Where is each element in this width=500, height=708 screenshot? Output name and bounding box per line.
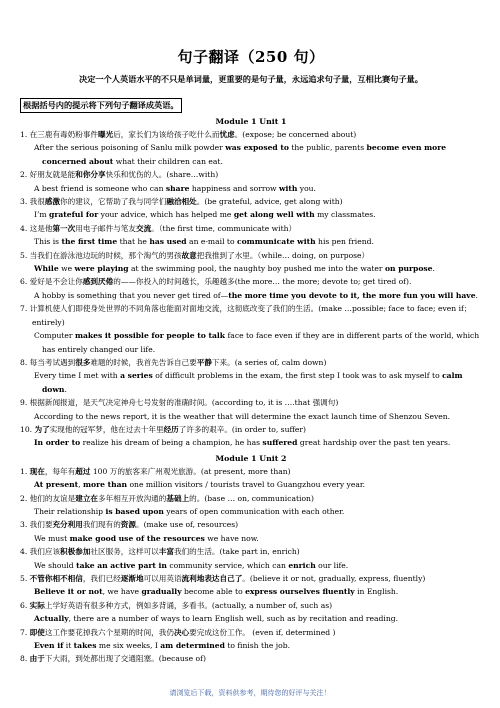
sentence-english: After the serious poisoning of Sanlu milk powder was exposed to the public, parents become even more concerned about what their children can eat.	[34, 143, 447, 166]
sentence-chinese: 4. 这是他第一次用电子邮件与笔友交流。（the first time, communicate with）	[20, 223, 297, 233]
sentence-chinese: 7. 计算机使人们即使身处世界的不同角落也能面对面地交流，这彻底改变了我们的生活。(make …possible; face to face; even if；entirely)	[20, 304, 472, 327]
sentence-english: Even if it takes me six weeks, I am determined to finish the job.	[34, 641, 291, 651]
sentence-chinese: 5. 不管你相不相信，我们已经逐渐地可以用英语流利地表达自己了。(believe it or not, gradually, express, fluently)	[20, 574, 426, 583]
sentence-english: We must make good use of the resources we have now.	[34, 533, 259, 543]
sentence-english: According to the news report, it is the weather that will determine the exact launch time of Shenzou Seven.	[34, 411, 451, 421]
sentence-chinese: 6. 爱好是不会让你感到厌倦的——你投入的时间越长，乐趣越多(the more… the more; devote to; get tired of).	[20, 277, 412, 287]
page-subtitle: 决定一个人英语水平的不只是单词量，更重要的是句子量，永远追求句子量，互相比赛句子量。	[79, 74, 423, 84]
sentence-chinese: 2. 好朋友就是能和你分享快乐和忧伤的人。(share…with)	[20, 170, 219, 180]
sentence-english: Believe it or not, we have gradually become able to express ourselves fluently in English.	[34, 587, 399, 597]
instruction-wrap	[20, 93, 482, 113]
sentence-english: This is the first time that he has used an e-mail to communicate with his pen friend.	[34, 237, 374, 247]
sentence-chinese: 7. 即使这工作要花掉我六个星期的时间，我仍决心要完成这份工作。 (even if, determined )	[20, 627, 336, 637]
sentence-chinese: 9. 根据新闻报道，是天气决定神舟七号发射的准确时间。(according to, it is ….that 强调句)	[20, 398, 339, 408]
sentence-chinese: 1. 在三鹿有毒奶粉事件曝光后，家长们为该给孩子吃什么而忧虑。(expose; be concerned about)	[20, 130, 357, 139]
sentence-chinese: 4. 我们应该积极参加社区服务，这样可以丰富我们的生活。(take part in, enrich)	[20, 547, 300, 557]
sentence-chinese: 10. 为了实现他的冠军梦，他在过去十年里经历了许多的艰辛。(in order to, suffer)	[20, 424, 306, 434]
module-heading: Module 1 Unit 2	[215, 453, 287, 463]
sentence-chinese: 5. 当我们在游泳池边玩的时候，那个淘气的男孩故意把我推到了水里。（while… doing, on purpose）	[20, 250, 370, 260]
sentence-chinese: 3. 我很感激你的建议，它帮助了我与同学们融洽相处。(be grateful, advice, get along with)	[20, 197, 343, 207]
sentence-english: Every time I met with a series of difficult problems in the exam, the first step I took was to ask myself to calm down.	[34, 371, 463, 394]
sentence-english: A best friend is someone who can share happiness and sorrow with you.	[34, 183, 316, 193]
sentence-english: Actually, there are a number of ways to learn English well, such as by recitation and reading.	[34, 614, 399, 624]
sentence-english: Computer makes it possible for people to talk face to face even if they are in different parts of the world, which has entirely changed our life.	[34, 331, 480, 354]
sentence-english: At present, more than one million visitors / tourists travel to Guangzhou every year.	[34, 480, 366, 490]
sentence-english: While we were playing at the swimming pool, the naughty boy pushed me into the water on purpose.	[34, 264, 435, 274]
sentence-english: We should take an active part in community service, which can enrich our life.	[34, 560, 349, 570]
modules-container	[20, 117, 482, 666]
sentence-english: I’m grateful for your advice, which has helped me get along well with my classmates.	[34, 210, 376, 220]
sentence-chinese: 2. 他们的友谊是建立在多年相互开放沟通的基础上的。(base … on, communication)	[20, 493, 314, 503]
sentence-english: In order to realize his dream of being a champion, he has suffered great hardship over the past ten years.	[34, 438, 451, 448]
sentence-english: A hobby is something that you never get tired of—the more time you devote to it, the more fun you will have.	[34, 290, 478, 300]
sentence-chinese: 8. 每当考试遇到很多难题的时候，我首先告诉自己要平静下来。(a series of, calm down)	[20, 357, 327, 367]
sentence-chinese: 3. 我们要充分利用我们现有的资源。(make use of, resources)	[20, 520, 239, 530]
sentence-chinese: 6. 实际上学好英语有很多种方式，例如多背诵，多看书。(actually, a number of, such as)	[20, 600, 333, 610]
page-title: 句子翻译（250 句）	[177, 48, 325, 66]
instruction-box: 根据括号内的提示将下列句子翻译成英语。	[20, 98, 182, 113]
footer-note: 请浏览后下载，资料供参考，期待您的好评与关注！	[169, 689, 331, 697]
sentence-english: Their relationship is based upon years of open communication with each other.	[34, 506, 345, 516]
sentence-chinese: 8. 由于下大雨，到处都出现了交通阻塞。(because of)	[20, 654, 206, 664]
sentence-chinese: 1. 现在，每年有超过 100 万的旅客来广州观光旅游。(at present, more than)	[20, 466, 291, 476]
module-heading: Module 1 Unit 1	[215, 117, 287, 126]
